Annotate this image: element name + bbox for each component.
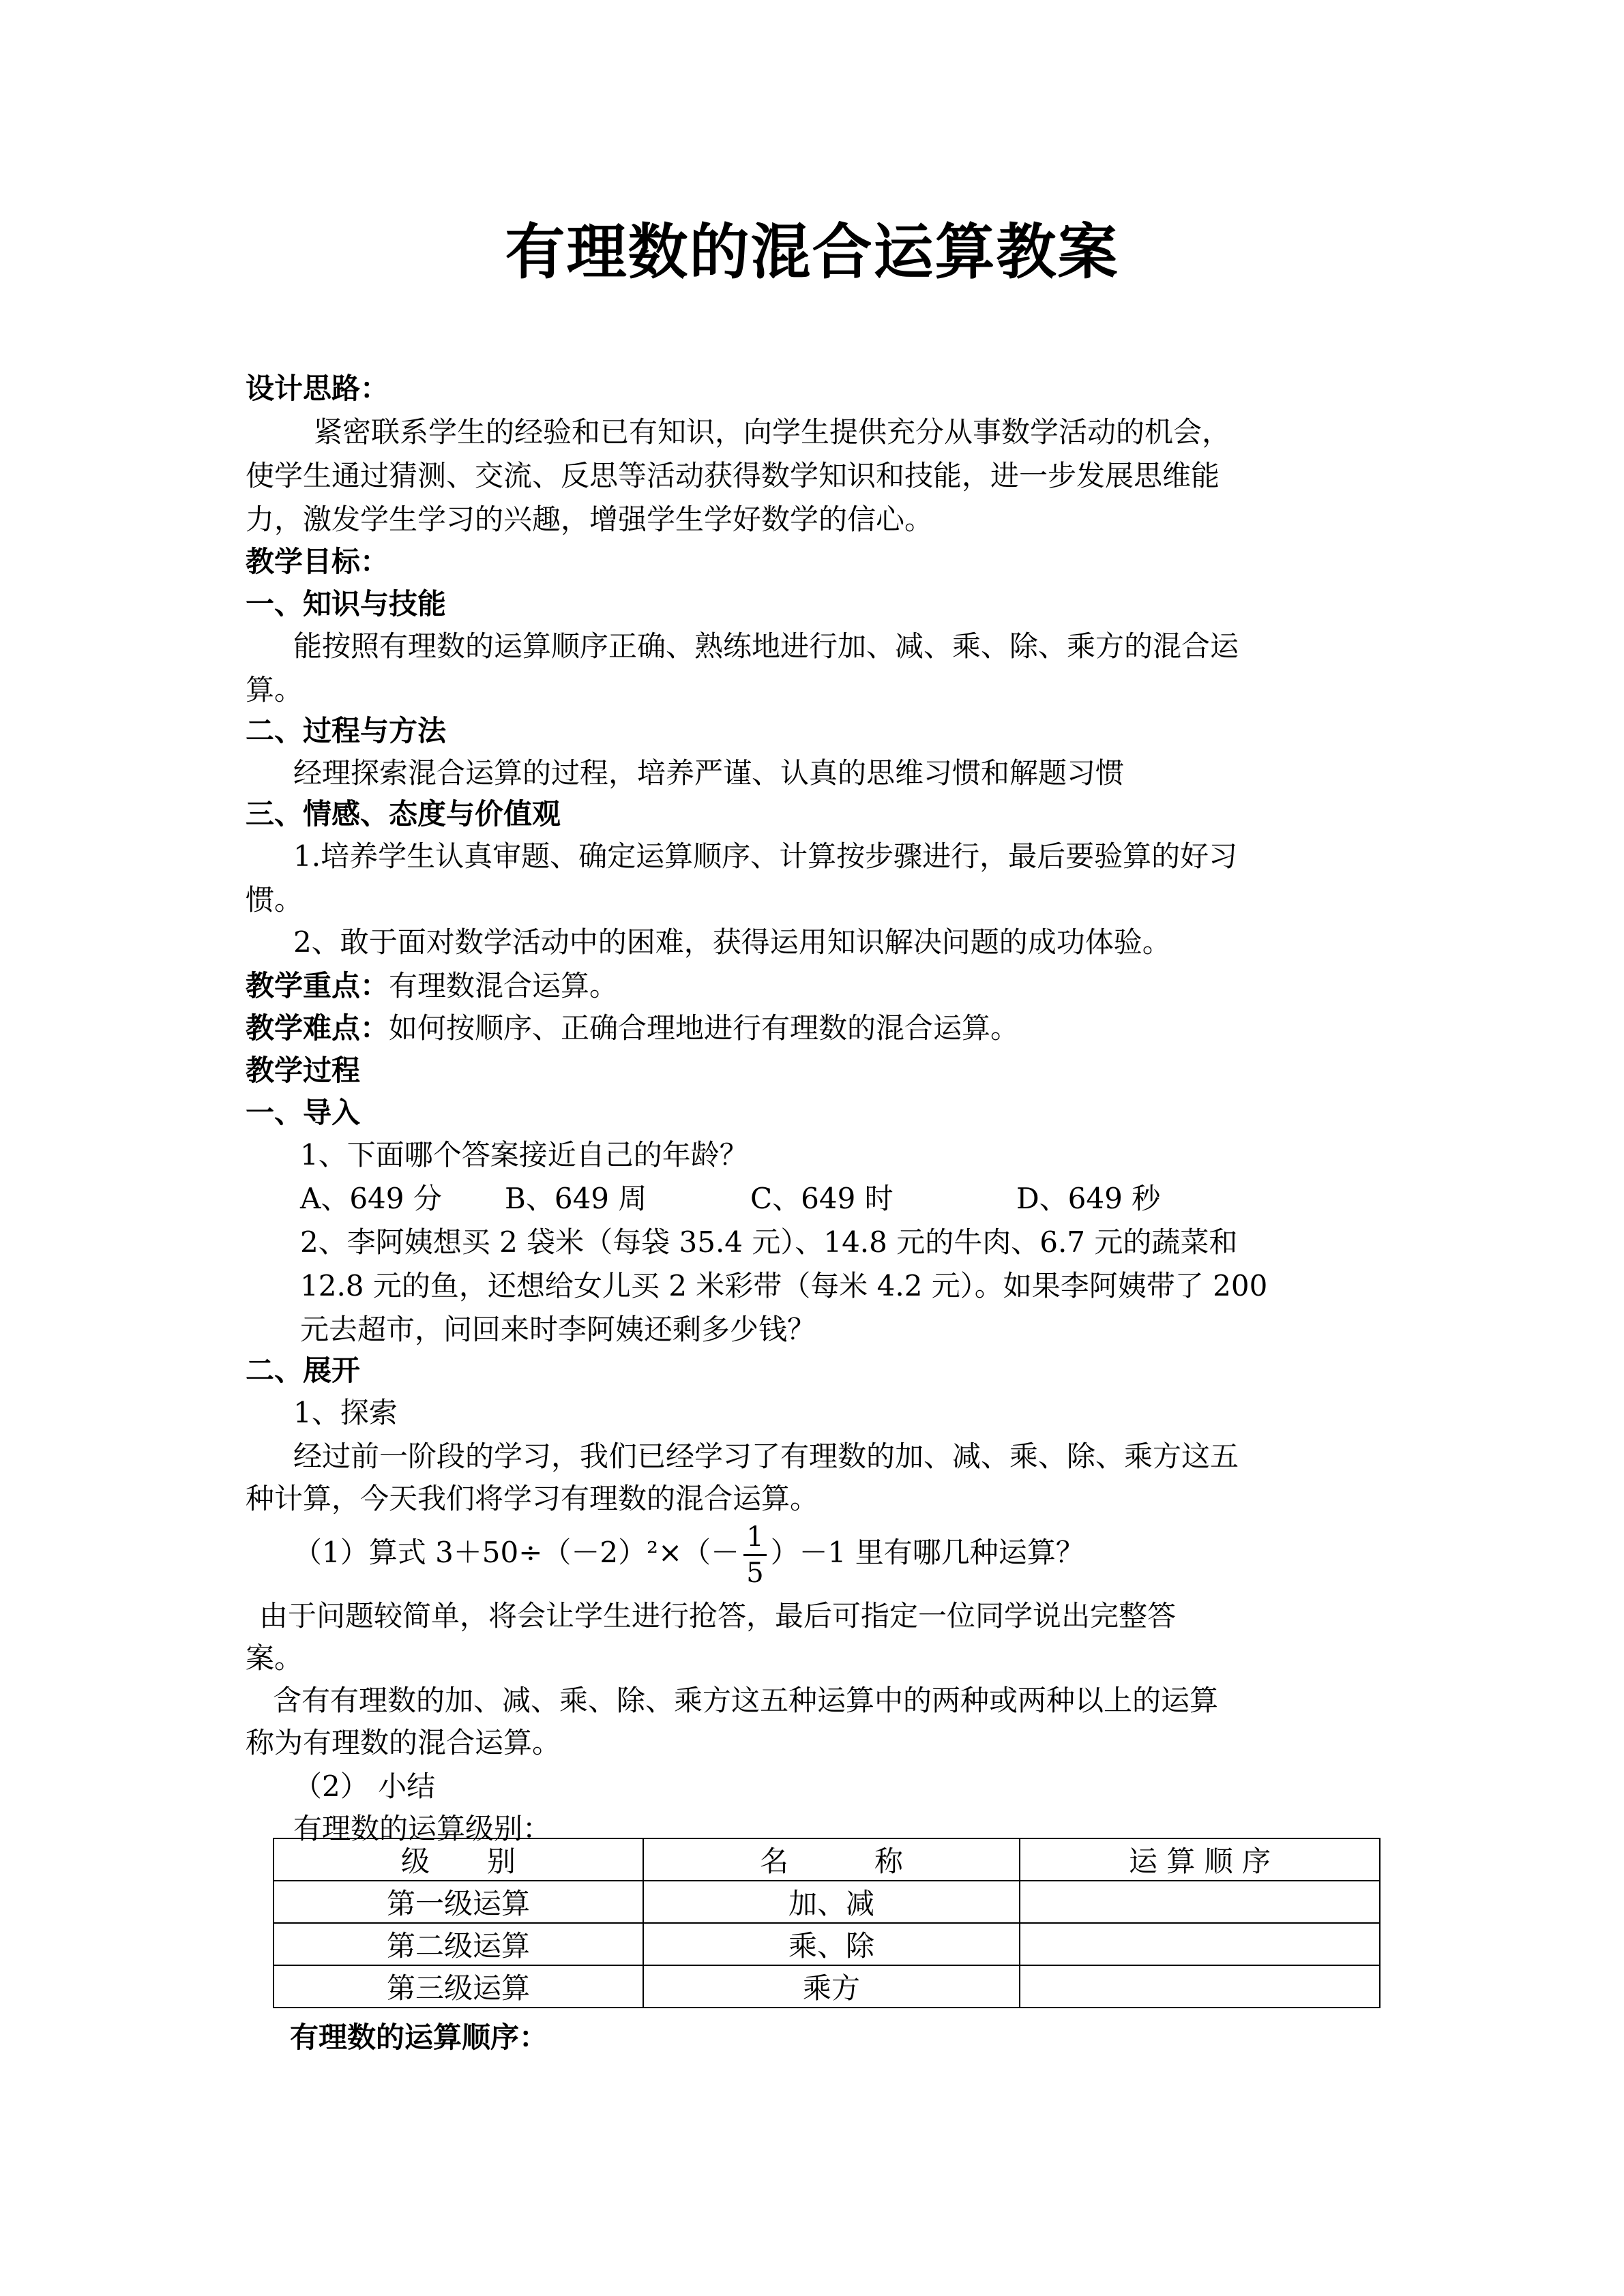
table-row — [274, 1881, 1380, 1923]
option-c: C、649 时 — [750, 1182, 894, 1215]
question-2-line-3: 元去超市，问回来时李阿姨还剩多少钱？ — [300, 1313, 816, 1346]
answer-line-2: 案。 — [246, 1641, 304, 1675]
explore-line-2: 种计算，今天我们将学习有理数的混合运算。 — [246, 1482, 819, 1515]
table-header-cell: 级 别 — [274, 1838, 643, 1881]
design-paragraph-line-2: 使学生通过猜测、交流、反思等活动获得数学知识和技能，进一步发展思维能 — [246, 459, 1220, 492]
objectives-heading: 教学目标： — [246, 545, 389, 578]
question-2-line-2: 12.8 元的鱼，还想给女儿买 2 米彩带（每米 4.2 元）。如果李阿姨带了 200 — [300, 1269, 1268, 1302]
table-cell — [1020, 1923, 1380, 1965]
explore-line-1: 经过前一阶段的学习，我们已经学习了有理数的加、减、乘、除、乘方这五 — [293, 1440, 1239, 1473]
summary-subtitle: （2） 小结 — [293, 1770, 436, 1803]
table-cell: 加、减 — [643, 1881, 1020, 1923]
process-heading: 教学过程 — [246, 1054, 361, 1087]
option-b: B、649 周 — [505, 1182, 647, 1215]
fraction-numerator: 1 — [743, 1520, 766, 1556]
option-a: A、649 分 — [300, 1182, 442, 1215]
fraction-denominator: 5 — [746, 1557, 764, 1589]
objective-3-title: 三、情感、态度与价值观 — [246, 797, 561, 831]
expand-title: 二、展开 — [246, 1354, 361, 1387]
order-heading: 有理数的运算顺序： — [290, 2021, 548, 2054]
difficulty-label: 教学难点： — [246, 1011, 389, 1045]
design-paragraph-line-1: 紧密联系学生的经验和已有知识，向学生提供充分从事数学活动的机会， — [314, 415, 1231, 449]
table-cell: 第一级运算 — [274, 1881, 643, 1923]
objective-3-line-1: 1.培养学生认真审题、确定运算顺序、计算按步骤进行，最后要验算的好习 — [293, 839, 1238, 873]
explore-subtitle: 1、探索 — [293, 1396, 398, 1429]
formula-suffix: ）－1 里有哪几种运算？ — [770, 1536, 1084, 1569]
table-header-row — [274, 1838, 1380, 1881]
formula-prefix: （1）算式 3＋50÷（－2）²×（－ — [293, 1536, 740, 1569]
table-cell: 乘、除 — [643, 1923, 1020, 1965]
key-point-row — [246, 964, 618, 1008]
levels-heading: 有理数的运算级别： — [293, 1812, 552, 1845]
table-header-cell: 运 算 顺 序 — [1020, 1838, 1380, 1881]
question-2-line-1: 2、李阿姨想买 2 袋米（每袋 35.4 元）、14.8 元的牛肉、6.7 元的蔬菜和 — [300, 1225, 1238, 1259]
difficulty-text: 如何按顺序、正确合理地进行有理数的混合运算。 — [389, 1011, 1020, 1045]
objective-3-line-2: 惯。 — [246, 883, 304, 916]
key-point-text: 有理数混合运算。 — [389, 969, 619, 1002]
objective-3-line-3: 2、敢于面对数学活动中的困难，获得运用知识解决问题的成功体验。 — [293, 925, 1171, 959]
table-cell — [1020, 1881, 1380, 1923]
difficulty-row — [246, 1007, 1019, 1050]
objective-1-line-2: 算。 — [246, 673, 304, 706]
question-1-options — [300, 1177, 1160, 1221]
objective-2-line-1: 经理探索混合运算的过程，培养严谨、认真的思维习惯和解题习惯 — [293, 756, 1125, 790]
page-title: 有理数的混合运算教案 — [505, 216, 1119, 287]
objective-1-title: 一、知识与技能 — [246, 587, 447, 621]
table-row — [274, 1965, 1380, 2008]
question-1: 1、下面哪个答案接近自己的年龄？ — [300, 1138, 748, 1172]
table-header-cell: 名 称 — [643, 1838, 1020, 1881]
answer-line-1: 由于问题较简单，将会让学生进行抢答，最后可指定一位同学说出完整答 — [259, 1599, 1177, 1632]
table-cell — [1020, 1965, 1380, 2008]
key-point-label: 教学重点： — [246, 969, 389, 1002]
fraction-one-fifth — [743, 1520, 766, 1590]
formula-question — [293, 1515, 1084, 1590]
option-d: D、649 秒 — [1016, 1182, 1161, 1215]
definition-line-2: 称为有理数的混合运算。 — [246, 1726, 561, 1759]
objective-2-title: 二、过程与方法 — [246, 714, 447, 747]
operation-levels-table — [273, 1838, 1381, 2008]
design-paragraph-line-3: 力，激发学生学习的兴趣，增强学生学好数学的信心。 — [246, 503, 934, 536]
objective-1-line-1: 能按照有理数的运算顺序正确、熟练地进行加、减、乘、除、乘方的混合运 — [293, 629, 1239, 663]
table-cell: 第三级运算 — [274, 1965, 643, 2008]
table-cell: 乘方 — [643, 1965, 1020, 2008]
table-cell: 第二级运算 — [274, 1923, 643, 1965]
intro-title: 一、导入 — [246, 1096, 361, 1129]
definition-line-1: 含有有理数的加、减、乘、除、乘方这五种运算中的两种或两种以上的运算 — [273, 1684, 1219, 1717]
design-heading: 设计思路： — [246, 372, 389, 405]
table-row — [274, 1923, 1380, 1965]
